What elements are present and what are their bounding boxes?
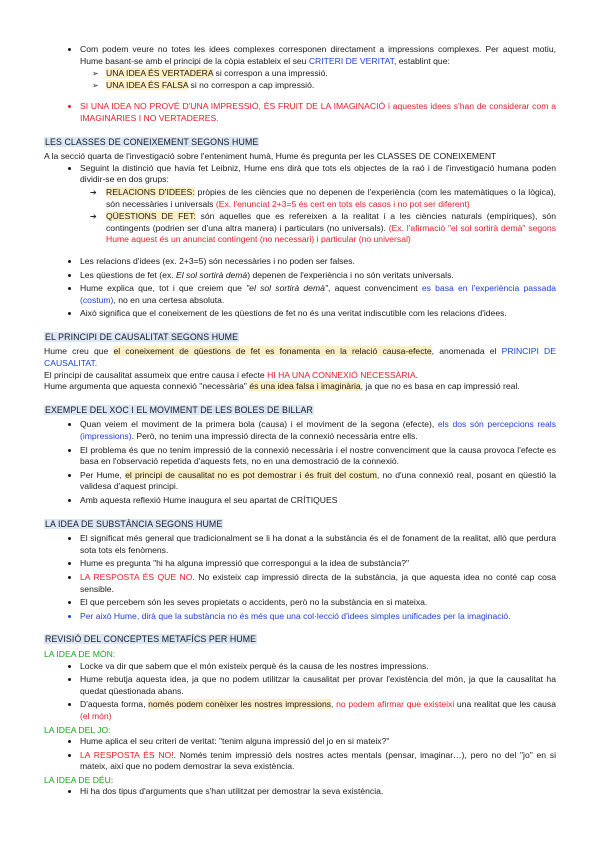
list-item: • Quan veiem el moviment de la primera bola (causa) i el moviment de la segona (efecte), els dos són percepcions reals (impressions). Però, no tenim una impressió directa de la connexió necessària entre ells. xyxy=(80,419,556,442)
billar-list xyxy=(44,419,556,506)
jo-list xyxy=(44,736,556,773)
list-item: • D'aquesta forma, només podem conèixer les nostres impressions, no podem afirmar que existeixi una realitat que les causa (el món) xyxy=(80,699,556,722)
list-item: • Hume rebutja aquesta idea, ja que no podem utilitzar la causalitat per provar l'existència del món, ja que la causalitat ha quedat qüestionada abans. xyxy=(80,674,556,697)
paragraph: Hume argumenta que aquesta connexió "necessària" és una idea falsa i imaginària, ja que no es basa en cap impressió real. xyxy=(44,381,520,392)
list-item: • LA RESPOSTA ÉS NO!. Només tenim impressió dels nostres actes mentals (pensar, imaginar…), pero no del "jo" en si mateix, així que no podem demostrar la seva existència. xyxy=(80,750,556,773)
list-item: • Hume explica que, tot i que creiem que "el sol sortirà demà", aquest convenciment es basa en l'experiència passada (costum), no en una certesa absoluta. xyxy=(80,283,556,306)
sub-list xyxy=(80,68,556,91)
list-item: • Locke va dir que sabem que el món existeix perquè és la causa de les nostres impressions. xyxy=(80,661,556,673)
paragraph: Hume creu que el coneixement de qüestions de fet es fonamenta en la relació causa-efecte, anomenada el PRINCIPI DE CAUSALITAT. xyxy=(44,346,556,369)
list-item: • Hi ha dos tipus d'arguments que s'han utilitzat per demostrar la seva existència. xyxy=(80,786,556,798)
paragraph: A la secció quarta de l'investigació sobre l'enteniment humà, Hume és pregunta per les CLASSES DE CONEIXEMENT xyxy=(44,151,497,162)
list-item: • Les qüestions de fet (ex. El sol sortirà demà) depenen de l'experiència i no són veritats universals. xyxy=(80,270,556,282)
list-item: • Per Hume, el principi de causalitat no es pot demostrar i és fruit del costum, no d'una connexió real, posant en qüestió la validesa d'aquest principi. xyxy=(80,470,556,493)
list-item: • Les relacions d'idees (ex. 2+3=5) són necessàries i no poden ser falses. xyxy=(80,256,556,268)
list-item: ➢ UNA IDEA ÉS FALSA si no correspon a cap impressió. xyxy=(106,80,556,92)
section-heading: LES CLASSES DE CONEIXEMENT SEGONS HUME xyxy=(45,136,259,147)
mon-list xyxy=(44,661,556,723)
list-item: • Amb aquesta reflexió Hume inaugura el seu apartat de CRÍTIQUES xyxy=(80,495,556,507)
list-item: • El problema és que no tenim impressió de la connexió necessària i el nostre convenciment que la causa provoca l'efecte es basa en l'observació repetida d'aquests fets, no en una demostració de la connexió. xyxy=(80,445,556,468)
list-item: • Per això Hume, dirà que la substància no és més que una col·lecció d'idees simples unificades per la imaginació. xyxy=(80,611,556,623)
list-item: • LA RESPOSTA ÉS QUE NO. No existeix cap impressió directa de la substància, ja que aquesta idea no conté cap cosa sensible. xyxy=(80,572,556,595)
list-item: ➢ UNA IDEA ÉS VERTADERA si correspon a una impressió. xyxy=(106,68,556,80)
section-heading: LA IDEA DE SUBSTÀNCIA SEGONS HUME xyxy=(45,518,223,529)
substancia-list xyxy=(44,533,556,622)
list-item: • Hume aplica el seu criteri de veritat: "tenim alguna impressió del jo en si mateix?" xyxy=(80,736,556,748)
list-item: • SI UNA IDEA NO PROVÉ D'UNA IMPRESSIÓ, ÉS FRUIT DE LA IMAGINACIÓ i aquestes idees s'han de considerar com a IMAGINÀRIES I NO VERTADERES. xyxy=(80,101,556,124)
list-item: • El significat més general que tradicionalment se li ha donat a la substància és el de fonament de la realitat, allò que perdura sota tots els fenòmens. xyxy=(80,533,556,556)
list-item: • Això significa que el coneixement de les qüestions de fet no és una veritat indiscutible com les relacions d'idees. xyxy=(80,308,556,320)
classes-list xyxy=(44,163,556,320)
section-heading: EXEMPLE DEL XOC I EL MOVIMENT DE LES BOLES DE BILLAR xyxy=(45,404,313,415)
section-heading: EL PRINCIPI DE CAUSALITAT SEGONS HUME xyxy=(45,331,239,342)
section-heading: REVISIÓ DEL CONCEPTES METAFÍCS PER HUME xyxy=(45,634,257,645)
criteri-veritat: CRITERI DE VERITAT xyxy=(308,55,394,66)
subheading-deu: LA IDEA DE DÉU: xyxy=(44,774,114,785)
subheading-mon: LA IDEA DE MÓN: xyxy=(44,648,116,659)
list-item: • Com podem veure no totes les idees complexes corresponen directament a impressions complexes. Per aquest motiu, Hume basant-se amb el principi de la còpia estableix el seu CRITERI DE VERITAT, establint que: ➢ UNA IDEA ÉS VERTADERA si correspon a una impressió. ➢ UNA IDEA ÉS FALSA si no correspon a cap impressió. xyxy=(80,44,556,91)
sub-list xyxy=(80,187,556,246)
paragraph: El principi de causalitat assumeix que entre causa i efecte HI HA UNA CONNEXIÓ NECESSÀRIA. xyxy=(44,369,418,380)
list-item: ➔ QÜESTIONS DE FET: són aquelles que es refereixen a la realitat i a les ciències naturals (empíriques), són contingents (podrien ser d'una altra manera) i particulars (no universals). (Ex. l'afirmació "el sol sortirà demà" segons Hume aquest és un anunciat contingent (no necessari) i particular (no universal) xyxy=(106,211,556,246)
list-item: • El que percebem són les seves propietats o accidents, però no la substància en si mateixa. xyxy=(80,597,556,609)
list-item: ➔ RELACIONS D'IDEES: pròpies de les ciències que no depenen de l'experiència (com les matemàtiques o la lògica), són necessàries i universals (Ex. l'enunciat 2+3=5 és cert en tots els casos i no pot ser diferent) xyxy=(106,187,556,210)
list-item: • Hume es pregunta "hi ha alguna impressió que correspongui a la idea de substància?" xyxy=(80,558,556,570)
top-list xyxy=(44,44,556,125)
deu-list xyxy=(44,786,556,798)
subheading-jo: LA IDEA DEL JO: xyxy=(44,724,111,735)
list-item: • Seguint la distinció que havia fet Leibniz, Hume ens dirà que tots els objectes de la raó i de l'investigació humana poden dividir-se en dos grups: ➔ RELACIONS D'IDEES: pròpies de les ciències que no depenen de l'experiència (com les matemàtiques o la lògica), són necessàries i universals (Ex. l'enunciat 2+3=5 és cert en tots els casos i no pot ser diferent) ➔ QÜESTIONS DE FET: són aquelles que es refereixen a la realitat i a les ciències naturals (empíriques), són contingents (podrien ser d'una altra manera) i particulars (no universals). (Ex. l'afirmació "el sol sortirà demà" segons Hume aquest és un anunciat contingent (no necessari) i particular (no universal) xyxy=(80,163,556,246)
